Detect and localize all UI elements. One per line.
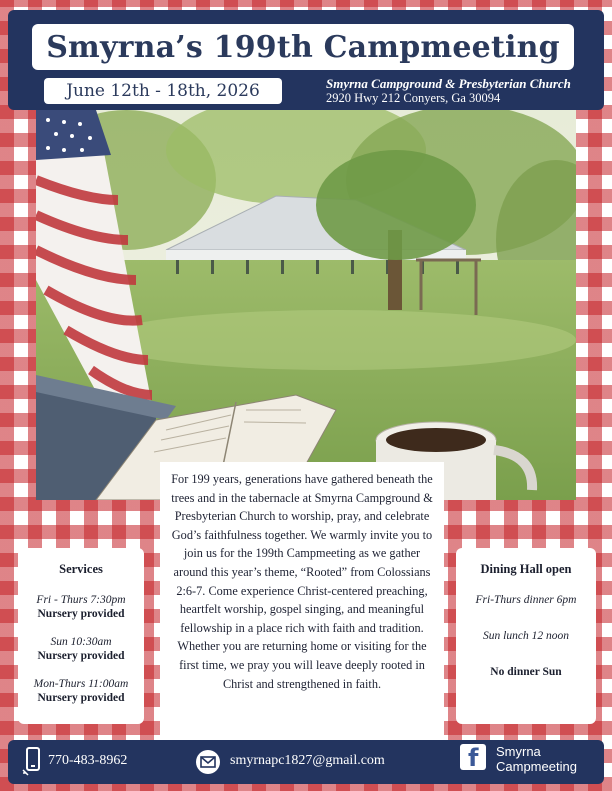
page-title: Smyrna’s 199th Campmeeting: [46, 29, 560, 65]
email-link[interactable]: smyrnapc1827@gmail.com: [230, 753, 385, 768]
venue-address: 2920 Hwy 212 Conyers, Ga 30094: [326, 91, 501, 105]
service-note: Nursery provided: [37, 608, 125, 620]
facebook-line-1: Smyrna: [496, 744, 541, 759]
venue-name: Smyrna Campground & Presbyterian Church: [326, 76, 571, 91]
service-item: [18, 593, 144, 621]
service-note: Nursery provided: [37, 692, 125, 704]
intro-text: For 199 years, generations have gathered beneath the trees and in the tabernacle at Smyrna Campground & Presbyterian Church to worship, pray, and celebrate God’s faithfulness together. We warmly invite you to join us for the 199th Campmeeting as we gather around this year’s theme, “Rooted” from Colossians 2:6-7. Come experience Christ-centered preaching, heartfelt worship, gospel singing, and meaningful fellowship in a place rich with faith and tradition. Whether you are returning home or visiting for the first time, we pray you will leave deeply rooted in Christ and strengthened in faith.: [171, 472, 433, 691]
mail-icon: [194, 749, 222, 779]
phone-icon: [22, 746, 44, 780]
date-box: [44, 78, 282, 104]
dining-item: Sun lunch 12 noon: [483, 630, 569, 642]
dining-heading: Dining Hall open: [480, 562, 572, 576]
dining-item: No dinner Sun: [490, 666, 562, 678]
facebook-line-2: Campmeeting: [496, 759, 577, 774]
service-time: Mon-Thurs 11:00am: [33, 678, 129, 690]
campground-painting: [36, 110, 576, 500]
dining-card: [456, 548, 596, 724]
services-heading: Services: [59, 562, 103, 576]
facebook-icon[interactable]: f: [460, 744, 486, 770]
event-dates: June 12th - 18th, 2026: [66, 81, 260, 101]
dining-item: Fri-Thurs dinner 6pm: [475, 594, 577, 606]
phone-number[interactable]: 770-483-8962: [48, 753, 128, 768]
service-item: [18, 677, 144, 705]
intro-card: [160, 462, 444, 740]
service-item: [18, 635, 144, 663]
service-time: Fri - Thurs 7:30pm: [36, 594, 126, 606]
service-time: Sun 10:30am: [50, 636, 112, 648]
footer-bar: [8, 740, 604, 784]
header-banner: [8, 10, 604, 110]
service-note: Nursery provided: [37, 650, 125, 662]
facebook-link[interactable]: [496, 744, 577, 774]
title-box: [32, 24, 574, 70]
services-card: [18, 548, 144, 724]
venue-block: [326, 76, 571, 106]
